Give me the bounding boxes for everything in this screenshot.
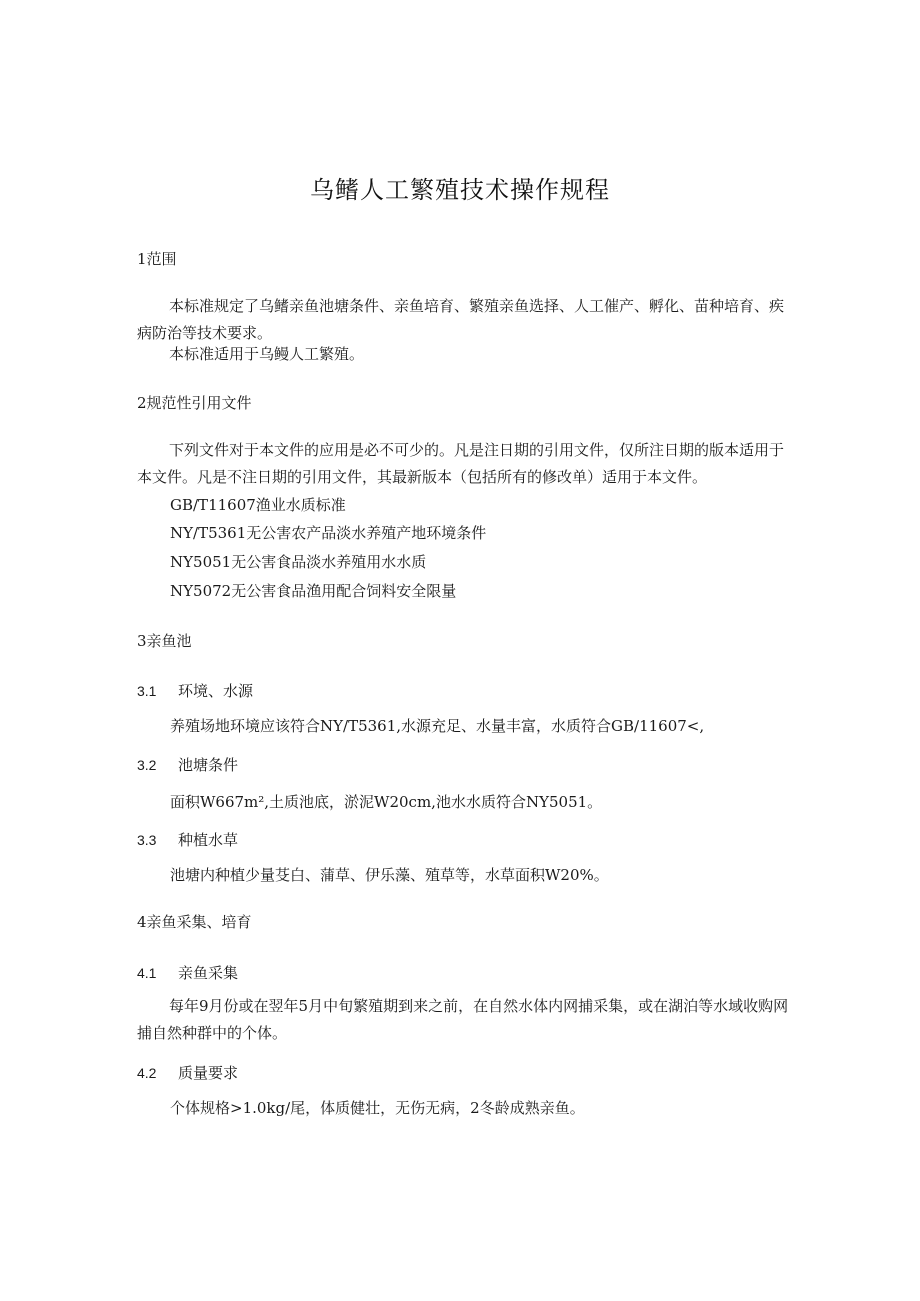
subsection-title: 质量要求 bbox=[178, 1064, 239, 1082]
subsection-text: 每年9月份或在翌年5月中旬繁殖期到来之前，在自然水体内网捕采集，或在湖泊等水域收购网捕自然种群中的个体。 bbox=[137, 997, 789, 1042]
subsection-number: 4.1 bbox=[137, 965, 157, 981]
references-paragraph: 下列文件对于本文件的应用是必不可少的。凡是注日期的引用文件，仅所注日期的版本适用于本文件。凡是不注日期的引用文件，其最新版本（包括所有的修改单）适用于本文件。 bbox=[137, 441, 785, 486]
reference-item: NY5072无公害食品渔用配合饲料安全限量 bbox=[170, 582, 457, 600]
reference-item: NY5051无公害食品淡水养殖用水水质 bbox=[170, 553, 427, 571]
section-heading-broodstock-pond: 3亲鱼池 bbox=[137, 632, 192, 650]
section-heading-references: 2规范性引用文件 bbox=[137, 394, 252, 412]
subsection-title: 种植水草 bbox=[178, 831, 239, 849]
subsection-text: 池塘内种植少量芟白、蒲草、伊乐藻、殖草等，水草面积W20%。 bbox=[170, 866, 609, 884]
subsection-title: 亲鱼采集 bbox=[178, 964, 239, 982]
subsection-text: 养殖场地环境应该符合NY/T5361,水源充足、水量丰富，水质符合GB∕11607<, bbox=[170, 717, 705, 735]
subsection-number: 3.2 bbox=[137, 757, 157, 773]
reference-item: NY/T5361无公害农产品淡水养殖产地环境条件 bbox=[170, 524, 487, 542]
subsection-text: 面积W667m²,土质池底，淤泥W20cm,池水水质符合NY5051。 bbox=[170, 793, 603, 811]
reference-item: GB/T11607渔业水质标准 bbox=[170, 496, 346, 514]
section-heading-broodstock-collection: 4亲鱼采集、培育 bbox=[137, 913, 252, 931]
scope-paragraph-1: 本标准规定了乌鳍亲鱼池塘条件、亲鱼培育、繁殖亲鱼选择、人工催产、孵化、苗种培育、疾病防治等技术要求。 bbox=[137, 297, 785, 342]
subsection-number: 3.1 bbox=[137, 683, 157, 699]
subsection-text: 个体规格>1.0kg∕尾，体质健壮，无伤无病，2冬龄成熟亲鱼。 bbox=[170, 1099, 585, 1117]
subsection-title: 环境、水源 bbox=[178, 682, 254, 700]
document-title: 乌鳍人工繁殖技术操作规程 bbox=[310, 176, 610, 204]
subsection-number: 3.3 bbox=[137, 832, 157, 848]
section-heading-scope: 1范围 bbox=[137, 250, 177, 268]
scope-paragraph-2: 本标准适用于乌鳗人工繁殖。 bbox=[169, 345, 365, 363]
subsection-title: 池塘条件 bbox=[178, 756, 239, 774]
subsection-number: 4.2 bbox=[137, 1065, 157, 1081]
